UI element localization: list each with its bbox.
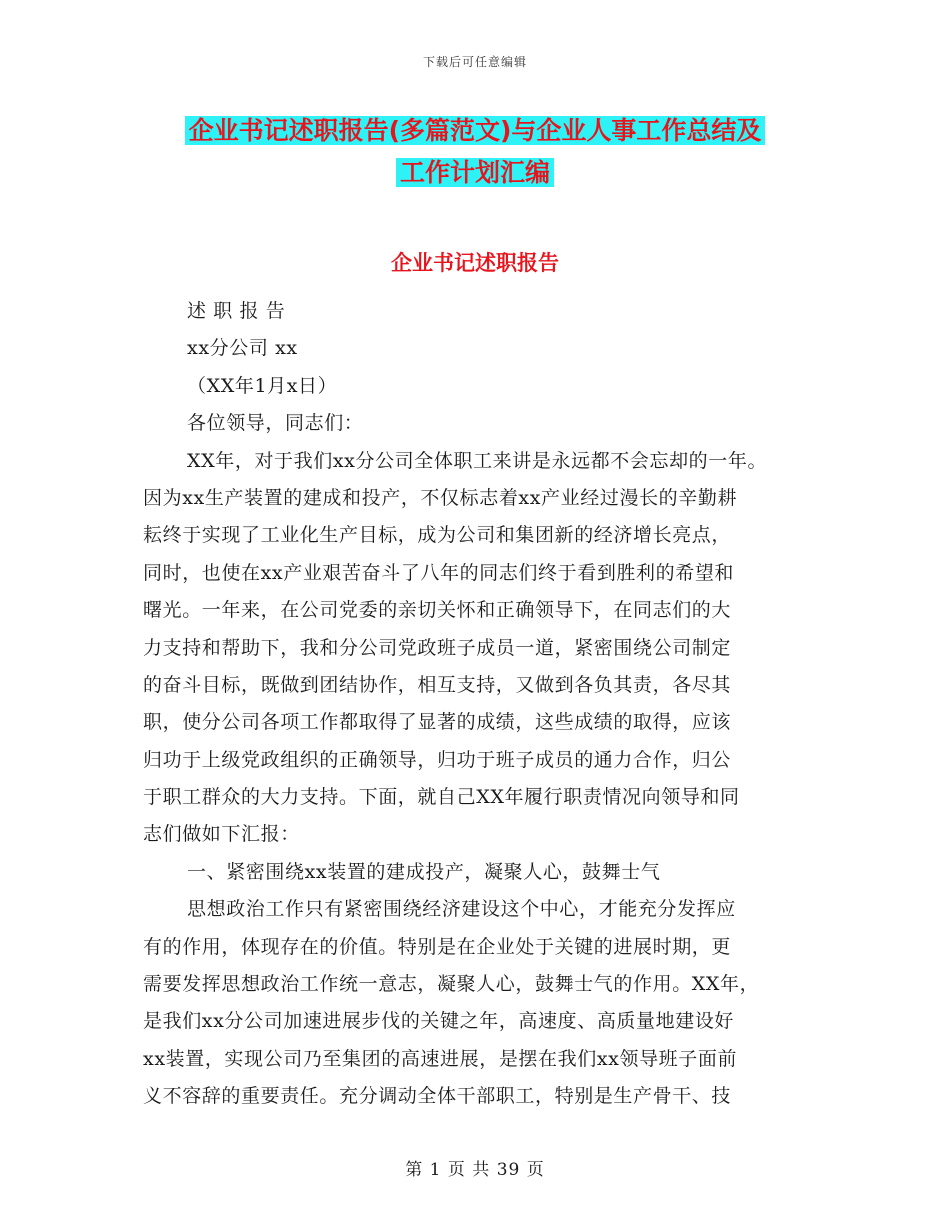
text-line: 志们做如下汇报： — [143, 823, 300, 846]
text-line: 各位领导，同志们： — [187, 412, 364, 435]
text-line: 需要发挥思想政治工作统一意志，凝聚人心，鼓舞士气的作用。XX年， — [143, 973, 760, 996]
text-line: 因为xx生产装置的建成和投产，不仅标志着xx产业经过漫长的辛勤耕 — [143, 486, 738, 509]
document-title-line-1: 企业书记述职报告(多篇范文)与企业人事工作总结及 — [185, 116, 766, 145]
section-title: 企业书记述职报告 — [391, 251, 559, 275]
text-line: 有的作用，体现存在的价值。特别是在企业处于关键的进展时期，更 — [143, 935, 732, 958]
text-line: 于职工群众的大力支持。下面，就自己XX年履行职责情况向领导和同 — [143, 786, 740, 809]
text-line: 同时，也使在xx产业艰苦奋斗了八年的同志们终于看到胜利的希望和 — [143, 561, 735, 584]
text-line: （XX年1月x日） — [187, 374, 338, 397]
header-note: 下载后可任意编辑 — [422, 55, 527, 69]
text-line: 曙光。一年来，在公司党委的亲切关怀和正确领导下，在同志们的大 — [143, 599, 732, 622]
document-title-line-2: 工作计划汇编 — [396, 158, 554, 187]
text-line: 述 职 报 告 — [187, 300, 286, 322]
text-line: 思想政治工作只有紧密围绕经济建设这个中心，才能充分发挥应 — [187, 898, 736, 921]
text-line: xx装置，实现公司乃至集团的高速进展，是摆在我们xx领导班子面前 — [143, 1047, 738, 1070]
page-footer: 第 1 页 共 39 页 — [405, 1160, 545, 1180]
text-line: 力支持和帮助下，我和分公司党政班子成员一道，紧密围绕公司制定 — [143, 636, 732, 659]
text-line: 是我们xx分公司加速进展步伐的关键之年，高速度、高质量地建设好 — [143, 1010, 735, 1033]
document-title — [0, 110, 950, 194]
text-line: 义不容辞的重要责任。充分调动全体干部职工，特别是生产骨干、技 — [143, 1085, 732, 1108]
body-text — [143, 293, 843, 1116]
text-line: XX年，对于我们xx分公司全体职工来讲是永远都不会忘却的一年。 — [187, 449, 768, 472]
text-line: 的奋斗目标，既做到团结协作，相互支持，又做到各负其责，各尽其 — [143, 673, 732, 696]
text-line: 职，使分公司各项工作都取得了显著的成绩，这些成绩的取得，应该 — [143, 711, 732, 734]
text-line: 一、紧密围绕xx装置的建成投产，凝聚人心，鼓舞士气 — [187, 860, 661, 883]
text-line: xx分公司 xx — [187, 337, 298, 360]
text-line: 耘终于实现了工业化生产目标，成为公司和集团新的经济增长亮点， — [143, 524, 732, 547]
text-line: 归功于上级党政组织的正确领导，归功于班子成员的通力合作，归公 — [143, 748, 732, 771]
